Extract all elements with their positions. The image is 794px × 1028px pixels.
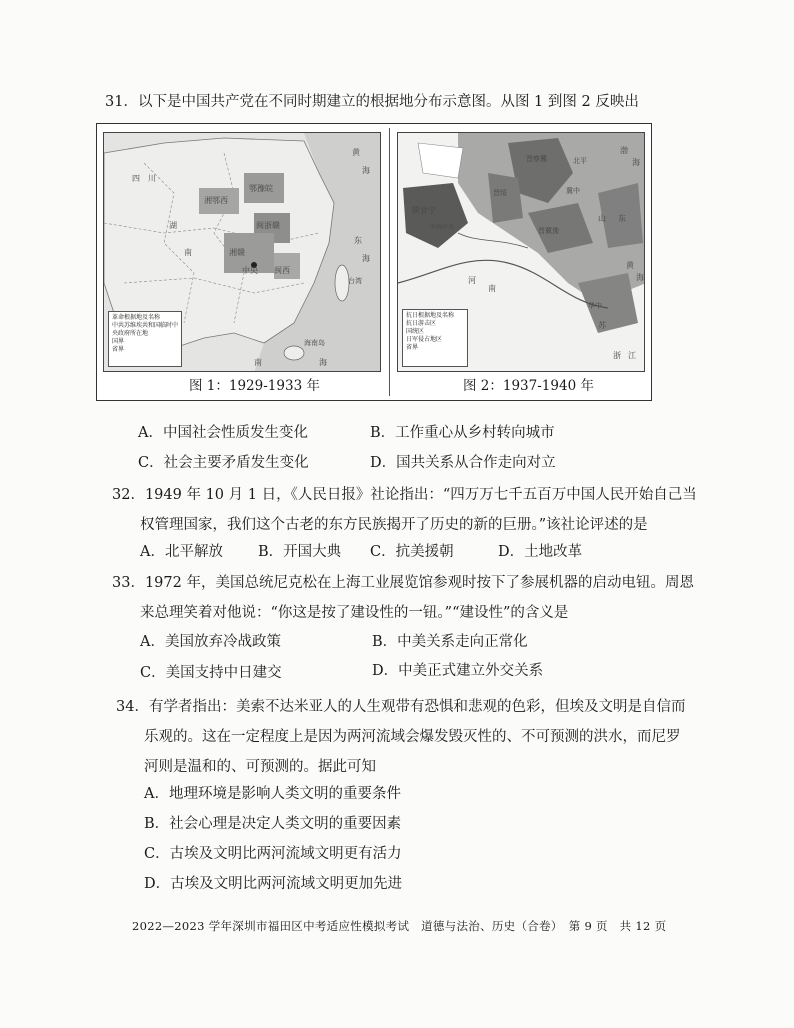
svg-text:黄: 黄 xyxy=(352,148,360,157)
q32-stem xyxy=(112,480,697,540)
svg-text:浙: 浙 xyxy=(613,351,621,360)
q33-option-a[interactable]: A．美国放弃冷战政策 xyxy=(140,634,281,650)
svg-text:海: 海 xyxy=(636,273,644,282)
q33-option-c[interactable]: C．美国支持中日建交 xyxy=(140,665,282,681)
svg-text:南: 南 xyxy=(488,284,496,293)
q33-stem xyxy=(112,568,694,628)
q31-stem: 31．以下是中国共产党在不同时期建立的根据地分布示意图。从图 1 到图 2 反映出 xyxy=(105,94,639,110)
svg-text:南: 南 xyxy=(254,358,262,367)
svg-text:东: 东 xyxy=(354,236,362,245)
fig2-caption: 图 2：1937-1940 年 xyxy=(463,378,594,394)
map2-legend-item: 国统区 xyxy=(406,328,425,335)
q31-figure xyxy=(96,123,652,401)
map1-legend-item: 国界 xyxy=(112,338,125,345)
map2-legend-item: 日军侵占地区 xyxy=(406,336,443,343)
svg-text:中共中央: 中共中央 xyxy=(430,224,455,231)
map1-legend xyxy=(108,311,182,367)
svg-text:渤: 渤 xyxy=(620,146,628,155)
q31-option-a[interactable]: A．中国社会性质发生变化 xyxy=(138,425,308,441)
q32-option-d[interactable]: D．土地改革 xyxy=(498,544,583,560)
svg-text:闽西: 闽西 xyxy=(274,266,290,275)
q34-option-b[interactable]: B．社会心理是决定人类文明的重要因素 xyxy=(144,816,402,832)
svg-text:台湾: 台湾 xyxy=(348,277,362,285)
q34-line-3: 河则是温和的、可预测的。据此可知 xyxy=(144,759,376,775)
map-1937-1940 xyxy=(397,132,645,372)
svg-text:河: 河 xyxy=(468,276,476,285)
map2-legend-item: 抗日根据地及名称 xyxy=(406,312,455,319)
map1-legend-item: 革命根据地及名称 xyxy=(112,314,161,321)
svg-text:海南岛: 海南岛 xyxy=(304,339,325,347)
svg-text:海: 海 xyxy=(362,254,370,263)
svg-text:黄: 黄 xyxy=(626,261,634,270)
q33-option-b[interactable]: B．中美关系走向正常化 xyxy=(372,634,528,650)
map-1929-1933 xyxy=(103,132,381,372)
q31-option-d[interactable]: D．国共关系从合作走向对立 xyxy=(370,455,556,471)
q32-option-c[interactable]: C．抗美援朝 xyxy=(370,544,454,560)
svg-text:晋冀豫: 晋冀豫 xyxy=(538,227,559,235)
q32-line-2: 权管理国家，我们这个古老的东方民族揭开了历史的新的巨册。”该社论评述的是 xyxy=(140,517,648,533)
q34-option-d[interactable]: D．古埃及文明比两河流域文明更加先进 xyxy=(144,876,403,892)
map1-label-sichuan: 四 川 xyxy=(132,174,156,183)
svg-text:海: 海 xyxy=(632,158,640,167)
svg-text:陕甘宁: 陕甘宁 xyxy=(412,206,436,215)
map2-legend-item: 抗日游击区 xyxy=(406,320,437,327)
q33-line-1: 33．1972 年，美国总统尼克松在上海工业展览馆参观时按下了参展机器的启动电钮。周恩 xyxy=(112,575,694,591)
q34-line-1: 34．有学者指出：美索不达米亚人的人生观带有恐惧和悲观的色彩，但埃及文明是自信而 xyxy=(116,699,686,715)
q34-option-c[interactable]: C．古埃及文明比两河流域文明更有活力 xyxy=(144,846,402,862)
q34-line-2: 乐观的。这在一定程度上是因为两河流域会爆发毁灭性的、不可预测的洪水，而尼罗 xyxy=(144,729,681,745)
svg-text:晋察冀: 晋察冀 xyxy=(526,155,547,163)
svg-text:闽浙赣: 闽浙赣 xyxy=(256,221,280,230)
svg-text:晋绥: 晋绥 xyxy=(493,189,507,197)
svg-text:湖: 湖 xyxy=(169,221,177,230)
svg-text:湘鄂西: 湘鄂西 xyxy=(204,196,228,205)
map1-legend-item: 省界 xyxy=(112,346,125,353)
fig1-caption: 图 1：1929-1933 年 xyxy=(189,378,320,394)
q31-option-c[interactable]: C．社会主要矛盾发生变化 xyxy=(138,455,309,471)
svg-text:中央: 中央 xyxy=(242,266,258,275)
svg-text:东: 东 xyxy=(618,214,626,223)
q32-option-b[interactable]: B．开国大典 xyxy=(258,544,342,560)
svg-text:海: 海 xyxy=(319,358,327,367)
svg-text:鄂豫皖: 鄂豫皖 xyxy=(249,184,273,193)
q31-option-b[interactable]: B．工作重心从乡村转向城市 xyxy=(370,425,555,441)
q32-line-1: 32．1949 年 10 月 1 日，《人民日报》社论指出：“四万万七千五百万中国人民开始自己当 xyxy=(112,487,697,503)
svg-text:南: 南 xyxy=(184,248,192,257)
svg-text:江: 江 xyxy=(628,351,636,360)
svg-text:冀中: 冀中 xyxy=(566,187,580,195)
q34-stem xyxy=(116,692,685,782)
svg-text:华中: 华中 xyxy=(588,302,602,310)
svg-text:北平: 北平 xyxy=(573,157,587,165)
figure-divider xyxy=(389,128,390,396)
page-footer: 2022—2023 学年深圳市福田区中考适应性模拟考试 道德与法治、历史（合卷） 第 9 页 共 12 页 xyxy=(132,919,667,933)
q33-option-d[interactable]: D．中美正式建立外交关系 xyxy=(372,663,544,679)
q34-option-a[interactable]: A．地理环境是影响人类文明的重要条件 xyxy=(144,786,401,802)
q33-line-2: 来总理笑着对他说：“你这是按了建设性的一钮。”“建设性”的含义是 xyxy=(140,605,569,621)
svg-text:海: 海 xyxy=(362,166,370,175)
svg-text:苏: 苏 xyxy=(598,321,606,330)
map2-legend-item: 省界 xyxy=(406,344,419,351)
map1-legend-item: 中共苏维埃共和国临时中央政府所在地 xyxy=(112,322,179,337)
svg-text:湘赣: 湘赣 xyxy=(229,248,245,257)
svg-text:山: 山 xyxy=(598,214,606,223)
q32-option-a[interactable]: A．北平解放 xyxy=(140,544,223,560)
map2-legend xyxy=(402,309,468,367)
